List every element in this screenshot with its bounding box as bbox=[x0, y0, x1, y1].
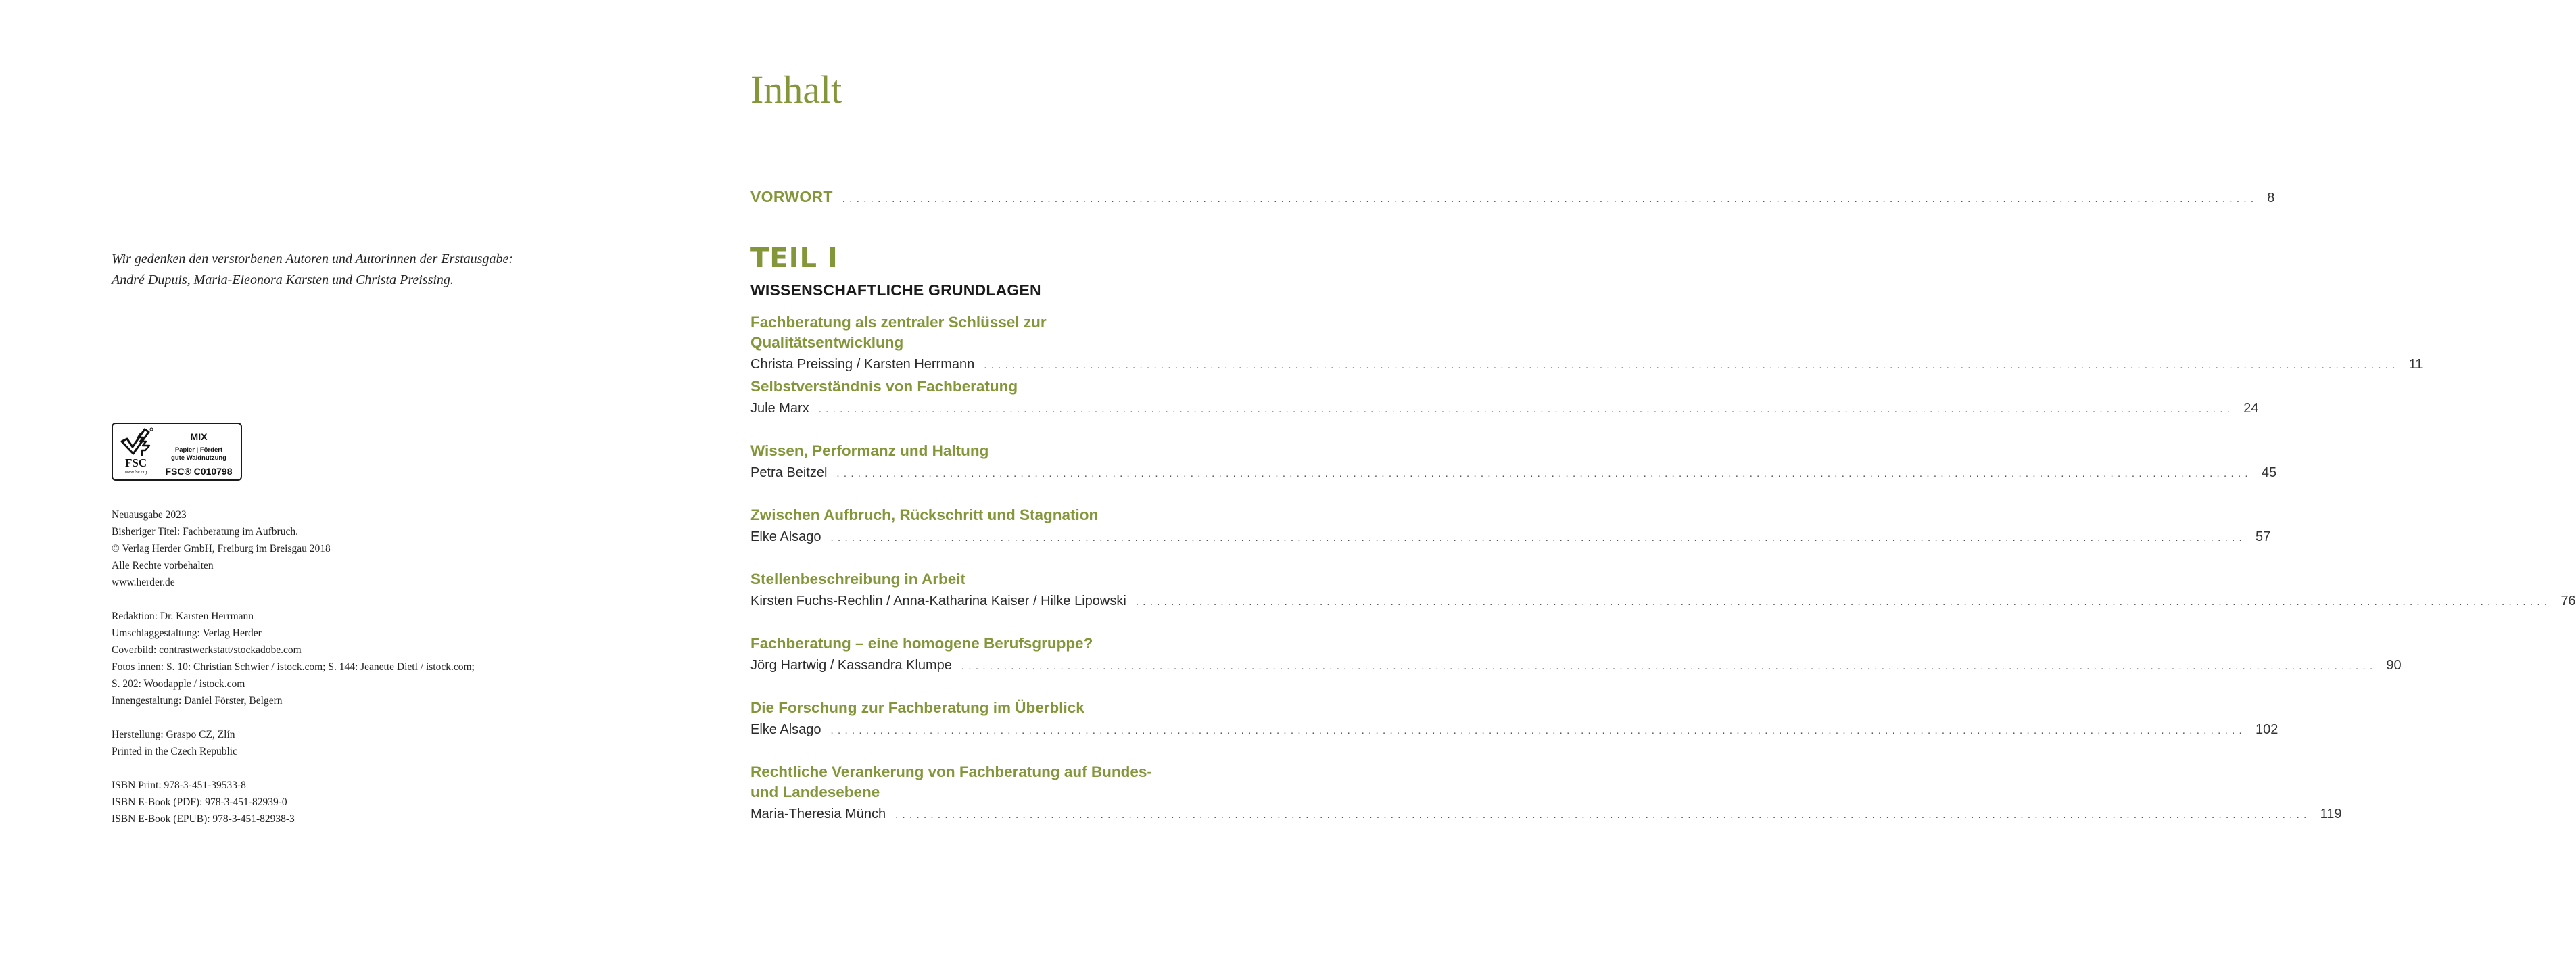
imprint-line: Coverbild: contrastwerkstatt/stockadobe.com bbox=[112, 644, 302, 656]
imprint-line: Alle Rechte vorbehalten bbox=[112, 560, 214, 571]
entry-author: Jörg Hartwig / Kassandra Klumpe bbox=[750, 658, 952, 673]
toc-entry[interactable] bbox=[750, 377, 2259, 423]
entry-author: Kirsten Fuchs-Rechlin / Anna-Katharina Kaiser / Hilke Lipowski bbox=[750, 594, 1126, 609]
imprint-line: Innengestaltung: Daniel Förster, Belgern bbox=[112, 695, 283, 707]
toc-entry[interactable] bbox=[750, 505, 2271, 551]
toc-title: Inhalt bbox=[750, 68, 842, 112]
dot-leader: ........................................................................................................................................................................................................ bbox=[842, 193, 2258, 205]
fsc-mix: MIX bbox=[190, 431, 208, 442]
fsc-subtext-line: Papier | Fördert bbox=[174, 446, 223, 454]
fsc-tree-checkmark-icon bbox=[118, 427, 156, 458]
toc-vorwort[interactable] bbox=[750, 188, 2275, 210]
page-number: 102 bbox=[2256, 722, 2279, 737]
entry-author: Elke Alsago bbox=[750, 722, 821, 737]
page-number: 45 bbox=[2261, 465, 2277, 480]
dot-leader: ........................................................................................................................................................................................................ bbox=[1135, 596, 2552, 608]
imprint-line: ISBN Print: 978-3-451-39533-8 bbox=[112, 780, 246, 791]
page-number: 11 bbox=[2408, 357, 2423, 372]
fsc-code: FSC® C010798 bbox=[165, 466, 233, 477]
part-title: WISSENSCHAFTLICHE GRUNDLAGEN bbox=[750, 281, 1041, 299]
page-number: 119 bbox=[2320, 807, 2342, 821]
entry-author: Christa Preissing / Karsten Herrmann bbox=[750, 357, 975, 372]
imprint-line: Bisheriger Titel: Fachberatung im Aufbruch. bbox=[112, 526, 298, 538]
dedication-line: André Dupuis, Maria-Eleonora Karsten und Christa Preissing. bbox=[112, 272, 454, 287]
page-number: 57 bbox=[2256, 529, 2271, 544]
entry-author: Petra Beitzel bbox=[750, 465, 828, 480]
toc-entry[interactable] bbox=[750, 312, 2423, 379]
entry-title: Wissen, Performanz und Haltung bbox=[750, 442, 989, 459]
imprint-line: Neuausgabe 2023 bbox=[112, 509, 187, 521]
dot-leader: ........................................................................................................................................................................................................ bbox=[830, 725, 2247, 736]
fsc-subtext-line: gute Waldnutzung bbox=[171, 454, 226, 462]
fsc-logo-text: FSC bbox=[124, 456, 147, 469]
dot-leader: ........................................................................................................................................................................................................ bbox=[830, 532, 2247, 544]
imprint-line: Printed in the Czech Republic bbox=[112, 746, 237, 757]
fsc-logo-url: www.fsc.org bbox=[124, 471, 147, 475]
fsc-subtext bbox=[158, 446, 240, 462]
entry-title: Fachberatung – eine homogene Berufsgruppe? bbox=[750, 635, 1093, 652]
imprint-line: Umschlaggestaltung: Verlag Herder bbox=[112, 627, 262, 639]
entry-title: Selbstverständnis von Fachberatung bbox=[750, 378, 1018, 395]
imprint-line: © Verlag Herder GmbH, Freiburg im Breisgau 2018 bbox=[112, 543, 331, 554]
dedication-line: Wir gedenken den verstorbenen Autoren und Autorinnen der Erstausgabe: bbox=[112, 252, 513, 266]
toc-entry[interactable] bbox=[750, 441, 2277, 487]
vorwort-label: VORWORT bbox=[750, 188, 833, 206]
dot-leader: ........................................................................................................................................................................................................ bbox=[818, 404, 2235, 415]
entry-title: Fachberatung als zentraler Schlüssel zur Qualitätsentwicklung bbox=[750, 314, 1047, 351]
toc-entry[interactable] bbox=[750, 698, 2279, 744]
imprint-line: www.herder.de bbox=[112, 577, 175, 588]
entry-title: Rechtliche Verankerung von Fachberatung auf Bundes- und Landesebene bbox=[750, 763, 1152, 801]
entry-title: Die Forschung zur Fachberatung im Überblick bbox=[750, 699, 1084, 716]
entry-title: Stellenbeschreibung in Arbeit bbox=[750, 571, 965, 588]
imprint-line: S. 202: Woodapple / istock.com bbox=[112, 678, 245, 690]
dot-leader: ........................................................................................................................................................................................................ bbox=[961, 661, 2377, 672]
page-number: 8 bbox=[2267, 191, 2275, 206]
fsc-label bbox=[112, 423, 242, 481]
page-number: 76 bbox=[2560, 594, 2576, 609]
entry-author: Maria-Theresia Münch bbox=[750, 807, 886, 821]
entry-author: Jule Marx bbox=[750, 401, 809, 416]
imprint-line: Herstellung: Graspo CZ, Zlín bbox=[112, 729, 235, 740]
dot-leader: ........................................................................................................................................................................................................ bbox=[895, 809, 2311, 821]
page-number: 24 bbox=[2243, 401, 2259, 416]
imprint-line: ISBN E-Book (EPUB): 978-3-451-82938-3 bbox=[112, 813, 295, 825]
toc-entry[interactable] bbox=[750, 762, 2342, 828]
dedication bbox=[112, 249, 585, 291]
page-number: 90 bbox=[2386, 658, 2402, 673]
toc-entry[interactable] bbox=[750, 634, 2402, 679]
imprint bbox=[112, 506, 598, 828]
dot-leader: ........................................................................................................................................................................................................ bbox=[984, 360, 2400, 371]
entry-author: Elke Alsago bbox=[750, 529, 821, 544]
part-label: TEIL I bbox=[750, 243, 838, 274]
entry-title: Zwischen Aufbruch, Rückschritt und Stagnation bbox=[750, 506, 1099, 523]
toc-entry[interactable] bbox=[750, 569, 2576, 615]
dot-leader: ........................................................................................................................................................................................................ bbox=[836, 468, 2252, 479]
imprint-line: ISBN E-Book (PDF): 978-3-451-82939-0 bbox=[112, 796, 287, 808]
imprint-line: Redaktion: Dr. Karsten Herrmann bbox=[112, 611, 254, 622]
imprint-line: Fotos innen: S. 10: Christian Schwier / istock.com; S. 144: Jeanette Dietl / istock.com; bbox=[112, 661, 475, 673]
